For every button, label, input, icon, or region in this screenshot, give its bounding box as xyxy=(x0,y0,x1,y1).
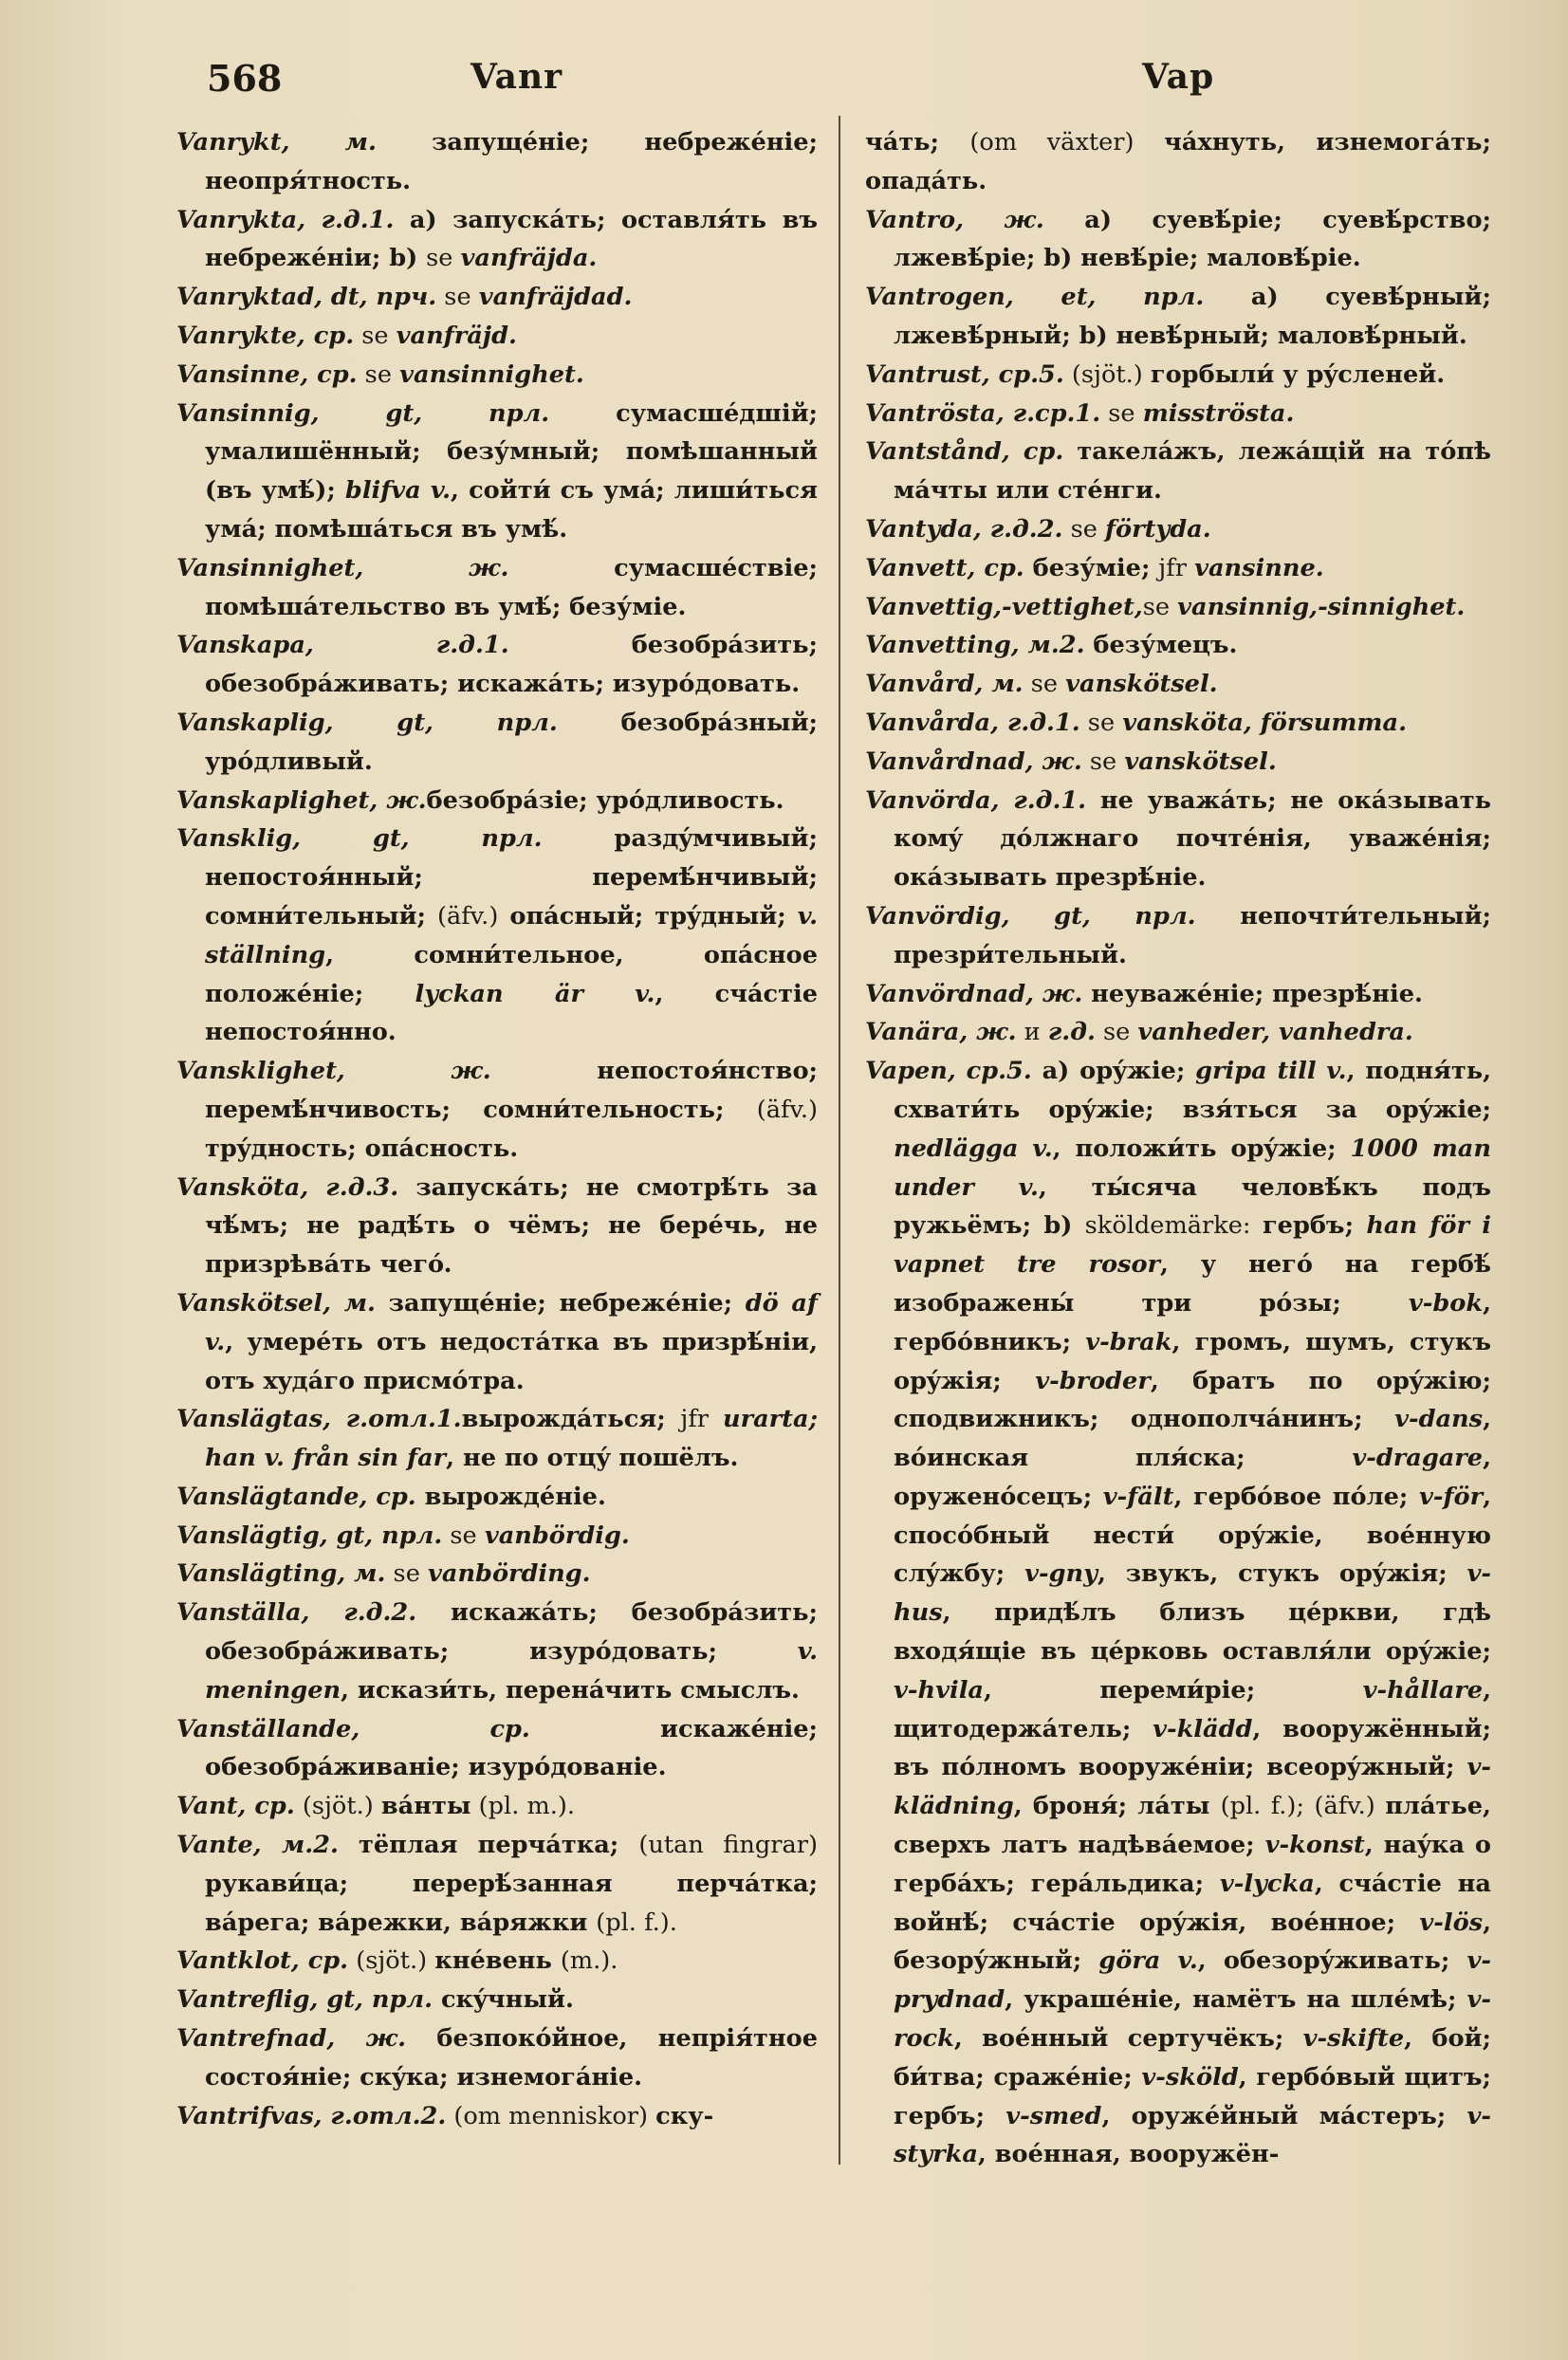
headword: Vanvetting, м.2. xyxy=(865,631,1085,660)
swedish-example: v-hvila xyxy=(894,1675,985,1705)
entry-text: непостоя́нство; перемѣ́нчивость; сомни́тельность; xyxy=(205,1057,818,1124)
headword: Vanrykta, г.д.1. xyxy=(176,205,395,234)
entry-text: , спосо́бный нести́ орýжіе, воéнную слýжбу; xyxy=(894,1482,1492,1589)
dictionary-entry xyxy=(176,1400,818,1478)
headword: Vanslägting, м. xyxy=(176,1559,386,1589)
entry-text: , придѣ́лъ близъ цéркви, гдѣ входя́щіе въ цéрковь оставля́ли орýжіе; xyxy=(894,1598,1491,1667)
entry-text: плáтье, сверхъ латъ надѣвáемое; xyxy=(894,1792,1491,1860)
swedish-example: v-hus xyxy=(894,1559,1491,1628)
entry-text: горбыли́ у рýсленей. xyxy=(1150,360,1446,389)
entry-text: гербъ; xyxy=(1263,1211,1367,1241)
dictionary-entry xyxy=(176,1942,818,1981)
swedish-example: v-smed xyxy=(1005,2101,1102,2130)
entry-text: se xyxy=(1062,514,1105,544)
headword: Vanställa, г.д.2. xyxy=(176,1598,417,1628)
entry-text: se xyxy=(1079,708,1123,737)
headword: Vanrykte, ср. xyxy=(176,321,355,350)
entry-text: se xyxy=(1081,747,1125,776)
dictionary-entry xyxy=(865,897,1491,975)
swedish-example: v-för xyxy=(1419,1482,1484,1511)
entry-text: , умерéть отъ недостáтка въ призрѣ́ніи, отъ хyдáго присмóтра. xyxy=(205,1327,818,1395)
entry-text: , громъ, шумъ, стукъ орýжія; xyxy=(894,1327,1491,1395)
entry-text: (sjöt.) xyxy=(1063,360,1151,389)
headword: Vanvård, м. xyxy=(865,670,1024,699)
dictionary-entry xyxy=(176,1052,818,1168)
entry-text: безу́мецъ. xyxy=(1084,631,1238,660)
entry-text: se xyxy=(1023,670,1066,699)
dictionary-entry xyxy=(865,588,1491,627)
entry-text: тёплая перчáтка; xyxy=(338,1831,639,1860)
entry-text: , подня́ть, схвати́ть орýжіе; взя́ться за орýжіе; xyxy=(894,1057,1492,1124)
entry-text: вырождáться; xyxy=(461,1405,681,1434)
entry-text: , положи́ть орýжіе; xyxy=(1052,1134,1351,1163)
dictionary-entry xyxy=(176,1169,818,1284)
swedish-example: lyckan är v. xyxy=(415,979,655,1008)
dictionary-entry xyxy=(176,317,818,356)
headword: Vantrogen, et, прл. xyxy=(865,283,1205,312)
entry-text: , вооружённый; въ по́лномъ вооружéніи; всеорýжный; xyxy=(894,1714,1491,1782)
swedish-example: misströsta. xyxy=(1142,398,1295,428)
entry-text: , переми́ріе; xyxy=(984,1675,1363,1705)
dictionary-entry xyxy=(176,1594,818,1709)
dictionary-entry xyxy=(865,433,1491,510)
entry-text: (äfv.) xyxy=(756,1095,818,1124)
dictionary-entry xyxy=(865,549,1491,588)
entry-text: безпоко́йное, непрія́тное состоя́ніе; скýка; изнемогáніе. xyxy=(205,2024,818,2092)
entry-text: искажéніе; обезобрáживаніе; изуро́дованіе. xyxy=(205,1714,818,1782)
entry-text: (pl. f.); (äfv.) xyxy=(1220,1792,1386,1821)
entry-text: , гербо́вникъ; xyxy=(894,1288,1491,1356)
headword: Vanryktad, dt, прч. xyxy=(176,283,437,312)
entry-text: , наýка о гербáхъ; герáльдика; xyxy=(894,1831,1492,1898)
headword: Vansinne, ср. xyxy=(176,360,358,389)
headword: Vanställande, ср. xyxy=(176,1714,530,1743)
entry-text: se xyxy=(1095,1018,1138,1047)
entry-text: ску- xyxy=(655,2101,714,2130)
entry-text: раздýмчивый; непостоя́нный; перемѣ́нчивый; сомни́тельный; xyxy=(205,824,818,931)
headword: Vansköta, г.д.3. xyxy=(176,1172,399,1202)
dictionary-entry xyxy=(865,356,1491,395)
dictionary-entry xyxy=(176,1555,818,1594)
entry-text: se xyxy=(436,283,479,312)
swedish-example: vanheder, vanhedra. xyxy=(1137,1018,1413,1047)
entry-text: безу́міе; xyxy=(1024,553,1159,582)
headword: Vantreflig, gt, прл. xyxy=(176,1985,434,2015)
headword: Vanvårda, г.д.1. xyxy=(865,708,1080,737)
entry-text: (utan fingrar) xyxy=(638,1831,818,1860)
swedish-example: urarta; han v. från sin far xyxy=(205,1405,819,1473)
entry-text: чáть; xyxy=(865,128,970,157)
dictionary-entry xyxy=(865,1052,1491,2174)
entry-text: a) запускáть; оставля́ть въ небрежéніи; b) xyxy=(205,205,818,273)
swedish-example: v. meningen xyxy=(205,1637,818,1705)
dictionary-entry xyxy=(176,820,818,1052)
entry-text: (om menniskor) xyxy=(446,2101,656,2130)
headword: Vanvördig, gt, прл. xyxy=(865,901,1196,931)
dictionary-entry xyxy=(176,704,818,782)
dictionary-entry xyxy=(176,626,818,704)
swedish-example: vansinnighet. xyxy=(399,360,584,389)
entry-text: , у негó на гербѣ́ изображены́ три ро́зы; xyxy=(894,1250,1491,1318)
swedish-example: v-hållare xyxy=(1362,1675,1484,1705)
entry-text: , щитодержáтель; xyxy=(894,1675,1491,1743)
entry-text: , сомни́тельное, опáсное положéніе; xyxy=(205,940,818,1008)
swedish-example: v-sköld xyxy=(1141,2062,1239,2092)
dictionary-entry xyxy=(176,1981,818,2019)
entry-text: непочти́тельный; презри́тельный. xyxy=(894,901,1491,969)
dictionary-entry xyxy=(865,665,1491,704)
swedish-example: han för i vapnet tre rosor xyxy=(894,1211,1491,1280)
entry-text: рукави́ца; перерѣ́занная перчáтка; вáрега; вáрежки, вáряжки xyxy=(205,1869,818,1937)
headword: г.д. xyxy=(1047,1018,1096,1047)
dictionary-entry xyxy=(176,395,818,549)
entry-text: , ты́сяча человѣ́къ подъ ружьёмъ; b) xyxy=(894,1172,1491,1241)
entry-text: неуважéніе; презрѣ́ніе. xyxy=(1082,979,1423,1008)
dictionary-entry xyxy=(176,1517,818,1556)
swedish-example: vanskötsel. xyxy=(1065,670,1218,699)
swedish-example: v-lös xyxy=(1419,1908,1484,1937)
entry-text: , воéнная, вооружён- xyxy=(977,2140,1280,2169)
headword: Vanslägtig, gt, прл. xyxy=(176,1521,443,1550)
dictionary-entry xyxy=(176,201,818,279)
entry-text: , бой; би́тва; сражéніе; xyxy=(894,2024,1491,2092)
swedish-example: vanfräjda. xyxy=(460,244,598,273)
headword: Vant, ср. xyxy=(176,1792,295,1821)
entry-text: , обезорýживать; xyxy=(1197,1946,1467,1976)
swedish-example: v-prydnad xyxy=(894,1946,1491,2015)
swedish-example: nedlägga v. xyxy=(894,1134,1053,1163)
swedish-example: v-rock xyxy=(894,1985,1491,2054)
entry-text: jfr xyxy=(1158,553,1195,582)
swedish-example: vanbördig. xyxy=(484,1521,630,1550)
entry-text: трýдность; опáсность. xyxy=(205,1134,519,1163)
entry-text: se xyxy=(385,1559,428,1589)
dictionary-entry xyxy=(865,510,1491,549)
headword: Vanrykt, м. xyxy=(176,128,377,157)
headword: Vanvårdnad, ж. xyxy=(865,747,1082,776)
swedish-example: v-styrka xyxy=(894,2101,1491,2169)
entry-text: безобрáзіе; уро́дливость. xyxy=(426,785,784,815)
headword: Vansinnig, gt, прл. xyxy=(176,398,550,428)
headword: Vantklot, ср. xyxy=(176,1946,349,1976)
headword: Vansklighet, ж. xyxy=(176,1057,491,1086)
entry-text: se xyxy=(426,244,461,273)
swedish-example: vansinne. xyxy=(1194,553,1324,582)
dictionary-entry xyxy=(176,782,818,820)
headword: Vanvörda, г.д.1. xyxy=(865,785,1087,815)
swedish-example: vanfräjd. xyxy=(396,321,517,350)
entry-text: вырождéніе. xyxy=(415,1482,606,1511)
entry-text: se xyxy=(1142,592,1178,621)
left-column xyxy=(176,123,818,2135)
headword: Vantyda, г.д.2. xyxy=(865,514,1063,544)
dictionary-entry xyxy=(865,704,1491,743)
swedish-example: v-gny xyxy=(1024,1559,1098,1589)
entry-text: не уважáть; не окáзывать комý до́лжнаго почтéнія, уважéнія; окáзывать презрѣ́ніе. xyxy=(894,785,1491,893)
swedish-example: v-dans xyxy=(1394,1405,1484,1434)
entry-text: , безорýжный; xyxy=(894,1908,1491,1976)
entry-text: (äfv.) xyxy=(437,901,499,931)
entry-text: (sjöt.) xyxy=(294,1792,381,1821)
entry-text: запущéніе; небрежéніе; xyxy=(375,1288,746,1318)
headword: Vanskötsel, м. xyxy=(176,1288,376,1318)
entry-text: se xyxy=(357,360,400,389)
swedish-example: blifva v. xyxy=(344,476,452,506)
entry-text: se xyxy=(354,321,397,350)
headword: Vanskapa, г.д.1. xyxy=(176,631,509,660)
entry-text: , воéнный сертучёкъ; xyxy=(953,2024,1303,2054)
entry-text: , счáстіе на войнѣ́; счáстіе орýжія, воéнное; xyxy=(894,1869,1491,1937)
swedish-example: v. ställning xyxy=(205,901,818,969)
dictionary-entry xyxy=(176,1284,818,1400)
swedish-example: v-konst xyxy=(1264,1831,1365,1860)
dictionary-entry xyxy=(865,782,1491,897)
dictionary-entry xyxy=(176,549,818,627)
headword: Vansinnighet, ж. xyxy=(176,553,509,582)
dictionary-entry xyxy=(865,975,1491,1014)
swedish-example: v-fält xyxy=(1102,1482,1174,1511)
dictionary-entry xyxy=(176,1478,818,1517)
entry-text: вáнты xyxy=(380,1792,471,1821)
headword: Vantrösta, г.ср.1. xyxy=(865,398,1101,428)
dictionary-entry xyxy=(176,278,818,317)
entry-text: (om växter) xyxy=(969,128,1165,157)
entry-text: , броня́; лáты xyxy=(1013,1792,1221,1821)
headword: Vanskaplighet, ж. xyxy=(176,785,427,815)
entry-text: , не по отцý пошёлъ. xyxy=(446,1444,739,1473)
entry-text: и xyxy=(1016,1018,1048,1047)
dictionary-entry xyxy=(176,123,818,201)
entry-text: такелáжъ, лежáщій на то́пѣ мáчты или стéнги. xyxy=(894,437,1491,506)
headword: Vantrust, ср.5. xyxy=(865,360,1064,389)
swedish-example: dö af v. xyxy=(205,1288,818,1356)
entry-text: a) суевѣ́рный; лжевѣ́рный; b) невѣ́рный; маловѣ́рный. xyxy=(894,283,1491,350)
entry-text: искажáть; безобрáзить; обезобрáживать; изуро́довать; xyxy=(205,1598,818,1667)
headword: Vapen, ср.5. xyxy=(865,1057,1032,1086)
column-divider xyxy=(839,116,840,2165)
entry-text: (pl. f.). xyxy=(596,1908,677,1937)
swedish-example: vanbörding. xyxy=(427,1559,591,1589)
headword: Vanära, ж. xyxy=(865,1018,1017,1047)
entry-text: sköldemärke: xyxy=(1084,1211,1263,1241)
swedish-example: v-skifte xyxy=(1302,2024,1405,2054)
entry-text: , оружéйный мáстеръ; xyxy=(1101,2101,1467,2130)
dictionary-entry xyxy=(865,123,1491,201)
entry-text: безобрáзный; уро́дливый. xyxy=(205,708,819,776)
entry-text: скýчный. xyxy=(433,1985,574,2015)
swedish-example: v-brak xyxy=(1085,1327,1172,1356)
entry-text: , гербо́вый щитъ; гербъ; xyxy=(894,2062,1491,2130)
entry-text: , оруженóсецъ; xyxy=(894,1444,1491,1511)
dictionary-entry xyxy=(176,1710,818,1788)
entry-text: , звукъ, стукъ орýжія; xyxy=(1097,1559,1467,1589)
swedish-example: v-dragare xyxy=(1352,1444,1484,1473)
swedish-example: vansköta, försumma. xyxy=(1122,708,1407,737)
entry-text: a) орýжіе; xyxy=(1031,1057,1196,1086)
entry-text: , во́инская пля́ска; xyxy=(894,1405,1491,1473)
entry-text: чáхнуть, изнемогáть; опадáть. xyxy=(865,128,1491,195)
headword: Vantrifvas, г.отл.2. xyxy=(176,2101,447,2130)
swedish-example: gripa till v. xyxy=(1195,1057,1347,1086)
swedish-example: göra v. xyxy=(1098,1946,1198,1976)
headword: Vansklig, gt, прл. xyxy=(176,824,543,854)
headword: Vanslägtas, г.отл.1. xyxy=(176,1405,462,1434)
dictionary-entry xyxy=(176,2019,818,2097)
entry-text: se xyxy=(442,1521,485,1550)
swedish-example: vanskötsel. xyxy=(1124,747,1277,776)
dictionary-entry xyxy=(176,356,818,395)
swedish-example: 1000 man under v. xyxy=(894,1134,1491,1202)
entry-text: (m.). xyxy=(560,1946,618,1976)
entry-text: , гербо́вое по́ле; xyxy=(1173,1482,1420,1511)
dictionary-entry xyxy=(865,201,1491,279)
headword: Vanvettig,-vettighet, xyxy=(865,592,1143,621)
entry-text: , братъ по орýжію; сподвижникъ; однополчáнинъ; xyxy=(894,1366,1491,1434)
running-head-left: Vanr xyxy=(470,57,563,97)
swedish-example: vanfräjdad. xyxy=(478,283,633,312)
entry-text: запускáть; не смотрѣ́ть за чѣ́мъ; не радѣ́ть о чёмъ; не берéчь, не призрѣвáть чегó. xyxy=(205,1172,818,1280)
dictionary-entry xyxy=(865,743,1491,782)
entry-text: se xyxy=(1100,398,1143,428)
headword: Vanskaplig, gt, прл. xyxy=(176,708,558,737)
running-head-right: Vap xyxy=(1142,57,1215,97)
dictionary-entry xyxy=(176,2097,818,2136)
dictionary-entry xyxy=(865,278,1491,356)
swedish-example: förtyda. xyxy=(1105,514,1211,544)
entry-text: a) суевѣ́ріе; суевѣ́рство; лжевѣ́ріе; b) невѣ́ріе; маловѣ́ріе. xyxy=(894,205,1491,273)
entry-text: (sjöt.) xyxy=(348,1946,435,1976)
swedish-example: vansinnig,-sinnighet. xyxy=(1177,592,1466,621)
dictionary-entry xyxy=(176,1826,818,1942)
right-column xyxy=(865,123,1491,2174)
swedish-example: v-lycka xyxy=(1219,1869,1315,1898)
entry-text: , счáстіе непостоя́нно. xyxy=(205,979,818,1047)
entry-text: безобрáзить; обезобрáживать; искажáть; изуро́довать. xyxy=(205,631,818,699)
entry-text: запущéніе; небрежéніе; неопря́тность. xyxy=(205,128,818,195)
entry-text: , украшéніе, намётъ на шлéмѣ; xyxy=(1005,1985,1467,2015)
headword: Vantstånd, ср. xyxy=(865,437,1064,467)
entry-text: , искази́ть, перенáчить смыслъ. xyxy=(341,1675,800,1705)
headword: Vante, м.2. xyxy=(176,1831,339,1860)
dictionary-entry xyxy=(865,626,1491,665)
dictionary-entry xyxy=(176,1787,818,1826)
entry-text: сумасшéдшій; умалишённый; безу́мный; помѣшанный (въ умѣ́); xyxy=(205,398,818,506)
headword: Vantrefnad, ж. xyxy=(176,2024,406,2054)
entry-text: опáсный; трýдный; xyxy=(498,901,798,931)
swedish-example: v-bok xyxy=(1408,1288,1484,1318)
dictionary-entry xyxy=(865,1013,1491,1052)
headword: Vantro, ж. xyxy=(865,205,1044,234)
swedish-example: v-klädning xyxy=(894,1753,1491,1821)
entry-text: сумасшéствіе; помѣшáтельство въ умѣ́; безу́міе. xyxy=(205,553,818,621)
dictionary-entry xyxy=(865,395,1491,433)
headword: Vanvördnad, ж. xyxy=(865,979,1083,1008)
page-number: 568 xyxy=(207,57,283,100)
headword: Vanvett, ср. xyxy=(865,553,1024,582)
swedish-example: v-klädd xyxy=(1153,1714,1253,1743)
swedish-example: v-broder xyxy=(1035,1366,1151,1395)
entry-text: (pl. m.). xyxy=(470,1792,575,1821)
entry-text: jfr xyxy=(680,1405,723,1434)
entry-text: , сойти́ съ умá; лиши́ться умá; помѣшáться въ умѣ́. xyxy=(205,476,818,544)
entry-text: кнéвень xyxy=(434,1946,561,1976)
headword: Vanslägtande, ср. xyxy=(176,1482,416,1511)
